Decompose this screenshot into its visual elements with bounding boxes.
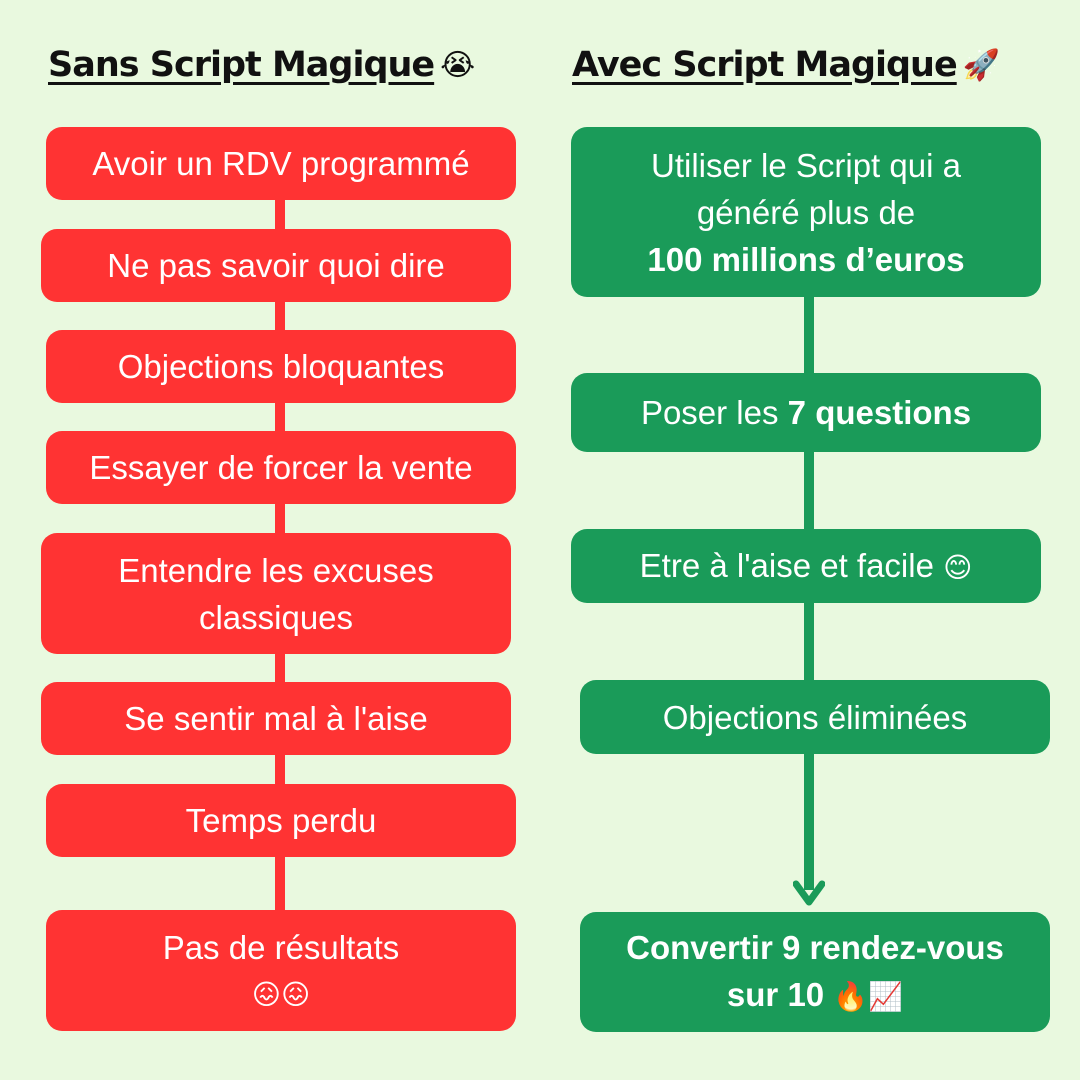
left-step-pas-resultats (46, 910, 516, 1031)
left-step-rdv (46, 127, 516, 200)
left-step-quoi-dire-text: Ne pas savoir quoi dire (107, 247, 445, 284)
heading-avec-script-text: Avec Script Magique (572, 45, 957, 85)
left-step-mal-aise (41, 682, 511, 755)
right-step-7-questions-bold: 7 questions (787, 394, 972, 431)
left-step-excuses-line2: classiques (198, 598, 354, 636)
fire-chart-icon: 🔥📈 (833, 981, 904, 1012)
rocket-icon: 🚀 (962, 47, 1000, 83)
left-step-rdv-text: Avoir un RDV programmé (92, 145, 470, 182)
left-step-forcer-vente-text: Essayer de forcer la vente (89, 449, 473, 486)
left-step-quoi-dire (41, 229, 511, 302)
right-step-a-l-aise (571, 529, 1041, 603)
right-step-convertir-line1: Convertir 9 rendez-vous (626, 929, 1004, 966)
heading-sans-script (48, 38, 474, 92)
left-step-pas-resultats-text: Pas de résultats (162, 928, 400, 966)
right-step-utiliser-script-line3: 100 millions d’euros (647, 240, 965, 278)
right-step-objections-eliminees-text: Objections éliminées (662, 698, 968, 736)
right-step-convertir-line2: sur 10 (726, 976, 834, 1013)
arrow-down-icon (793, 876, 825, 908)
right-step-utiliser-script (571, 127, 1041, 297)
right-step-objections-eliminees (580, 680, 1050, 754)
smiling-face-icon: 😊 (943, 551, 973, 583)
right-step-utiliser-script-line1: Utiliser le Script qui a (651, 146, 961, 184)
left-step-forcer-vente (46, 431, 516, 504)
left-step-temps-perdu-text: Temps perdu (185, 802, 377, 839)
crying-face-icon: 😭 (440, 47, 475, 83)
left-step-objections-text: Objections bloquantes (117, 348, 445, 385)
heading-sans-script-text: Sans Script Magique (48, 45, 435, 85)
right-step-7-questions (571, 373, 1041, 452)
right-step-a-l-aise-text: Etre à l'aise et facile (639, 546, 944, 584)
left-step-temps-perdu (46, 784, 516, 857)
left-step-excuses-line1: Entendre les excuses (118, 551, 434, 589)
heading-avec-script (572, 38, 999, 92)
right-step-7-questions-prefix: Poser les (640, 394, 788, 431)
right-step-utiliser-script-line2: généré plus de (696, 193, 916, 231)
left-step-mal-aise-text: Se sentir mal à l'aise (124, 700, 428, 737)
right-step-convertir (580, 912, 1050, 1032)
left-step-excuses (41, 533, 511, 654)
left-step-objections (46, 330, 516, 403)
confounded-face-icon: 😖😖 (251, 978, 311, 1010)
